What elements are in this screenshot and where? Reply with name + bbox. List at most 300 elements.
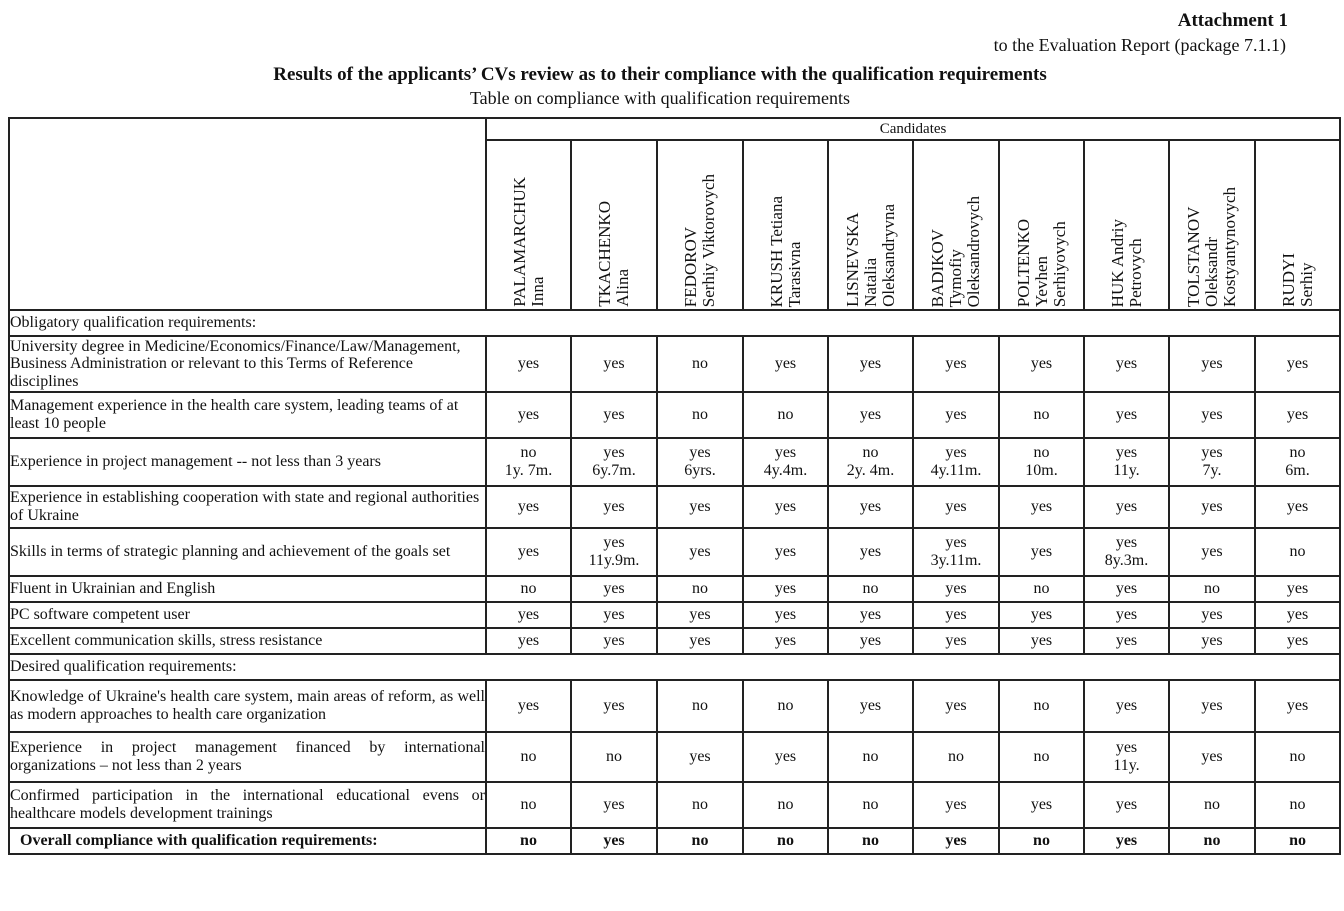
result-cell (1255, 528, 1340, 576)
result-value: yes (945, 606, 967, 624)
result-cell (571, 602, 657, 628)
corner-cell (9, 118, 486, 310)
attachment-subtitle: to the Evaluation Report (package 7.1.1) (993, 35, 1286, 55)
result-cell (1169, 628, 1255, 654)
result-value: no (1033, 748, 1050, 766)
result-cell (1084, 438, 1169, 486)
table-row (9, 732, 1340, 782)
result-cell (1084, 782, 1169, 828)
result-duration: 4y.11m. (930, 462, 982, 479)
result-value: yes (517, 606, 540, 624)
criterion-cell: Excellent communication skills, stress resistance (9, 628, 486, 654)
result-value: yes (603, 580, 625, 598)
candidate-name-line: Inna (527, 276, 547, 307)
result-duration: 11y. (1113, 757, 1140, 774)
result-cell (486, 336, 571, 392)
result-value: yes (945, 444, 967, 462)
result-cell (828, 392, 913, 438)
candidate-name (1185, 187, 1239, 307)
result-value: yes (603, 697, 625, 715)
criterion-cell: Skills in terms of strategic planning and achievement of the goals set (9, 528, 486, 576)
result-cell (486, 732, 571, 782)
result-value: no (777, 796, 794, 814)
result-cell (1084, 628, 1169, 654)
result-value: yes (603, 606, 625, 624)
result-cell (1084, 680, 1169, 732)
candidate-name-line: Serhiyovych (1049, 221, 1069, 307)
candidate-name-line: PALAMARCHUK (509, 177, 529, 307)
result-cell (1169, 732, 1255, 782)
result-cell (743, 782, 828, 828)
result-value: yes (1201, 632, 1223, 650)
result-duration: 6yrs. (684, 462, 716, 479)
result-value: yes (689, 444, 711, 462)
result-value: no (1204, 796, 1220, 814)
result-cell (571, 680, 657, 732)
result-value: yes (1115, 534, 1138, 552)
result-duration: 1y. 7m. (504, 462, 553, 479)
result-value: yes (859, 632, 882, 650)
result-cell (1255, 628, 1340, 654)
page-title: Results of the applicants’ CVs review as to their compliance with the qualification requirements (273, 64, 1047, 85)
overall-result-cell: no (486, 828, 571, 854)
result-value: yes (774, 580, 797, 598)
result-cell (1169, 336, 1255, 392)
overall-result-cell: yes (571, 828, 657, 854)
table-row (9, 486, 1340, 528)
result-cell (828, 528, 913, 576)
result-value: yes (1286, 498, 1309, 516)
result-cell (657, 680, 743, 732)
result-value: yes (603, 498, 625, 516)
result-cell (743, 680, 828, 732)
result-value: yes (774, 355, 797, 373)
candidate-name (511, 177, 547, 307)
overall-result-cell: yes (913, 828, 999, 854)
candidate-header (1169, 140, 1255, 310)
candidate-name-line: Alina (613, 269, 632, 307)
result-value: yes (1115, 632, 1138, 650)
overall-result-cell: yes (1084, 828, 1169, 854)
result-value: no (862, 748, 879, 766)
criterion-cell: Management experience in the health care system, leading teams of at least 10 people (9, 392, 486, 438)
result-cell (913, 392, 999, 438)
result-cell (1084, 576, 1169, 602)
result-value: yes (1115, 444, 1138, 462)
result-cell (571, 628, 657, 654)
result-value: yes (859, 355, 882, 373)
result-cell (828, 732, 913, 782)
result-value: no (777, 697, 794, 715)
result-value: no (1204, 580, 1220, 598)
result-cell (999, 732, 1084, 782)
candidate-header (999, 140, 1084, 310)
result-value: yes (1286, 355, 1309, 373)
candidate-name (844, 204, 898, 307)
result-cell (828, 576, 913, 602)
result-value: no (520, 748, 537, 766)
candidate-name (682, 174, 718, 307)
result-value: yes (1115, 739, 1138, 757)
result-cell (828, 486, 913, 528)
table-row (9, 528, 1340, 576)
candidate-name (1280, 253, 1316, 307)
candidate-header (743, 140, 828, 310)
result-cell (657, 392, 743, 438)
result-cell (913, 576, 999, 602)
result-cell (571, 438, 657, 486)
result-cell (1084, 336, 1169, 392)
result-value: yes (1201, 406, 1223, 424)
result-duration: 7y. (1202, 462, 1222, 479)
result-cell (828, 680, 913, 732)
result-cell (999, 438, 1084, 486)
result-cell (486, 628, 571, 654)
candidate-name-line: Tarasivna (784, 241, 804, 307)
result-value: yes (603, 534, 625, 552)
criterion-cell: Knowledge of Ukraine's health care system, main areas of reform, as well as modern approaches to health care organization (9, 680, 486, 732)
result-value: no (862, 580, 879, 598)
result-cell (657, 628, 743, 654)
section-row (9, 310, 1340, 336)
candidate-header (1255, 140, 1340, 310)
result-value: no (777, 406, 794, 424)
overall-compliance-row (9, 828, 1340, 854)
result-cell (828, 336, 913, 392)
result-value: no (520, 444, 537, 462)
result-value: yes (603, 796, 625, 814)
table-caption: Table on compliance with qualification requirements (469, 88, 851, 108)
overall-result-cell: no (657, 828, 743, 854)
result-cell (1255, 732, 1340, 782)
table-row (9, 576, 1340, 602)
result-value: no (520, 580, 537, 598)
candidate-name-line: Yevhen (1031, 255, 1051, 307)
result-value: no (520, 796, 537, 814)
result-value: yes (1286, 697, 1309, 715)
result-value: yes (1115, 355, 1138, 373)
candidate-name-line: FEDOROV (681, 226, 701, 307)
result-cell (1084, 392, 1169, 438)
result-value: yes (774, 748, 797, 766)
result-cell (571, 528, 657, 576)
result-value: yes (1115, 796, 1138, 814)
result-value: yes (689, 498, 711, 516)
candidate-name (1015, 219, 1069, 307)
result-value: yes (945, 355, 967, 373)
section-heading: Obligatory qualification requirements: (9, 310, 1340, 336)
criterion-cell: Experience in establishing cooperation with state and regional authorities of Ukraine (9, 486, 486, 528)
candidate-header (486, 140, 571, 310)
overall-result-cell: no (743, 828, 828, 854)
overall-result-cell: no (999, 828, 1084, 854)
result-cell (657, 486, 743, 528)
result-value: no (692, 406, 708, 424)
result-cell (486, 680, 571, 732)
candidate-name-line: LISNEVSKA (842, 212, 862, 307)
result-value: yes (689, 632, 711, 650)
result-value: yes (1030, 543, 1053, 561)
result-cell (999, 628, 1084, 654)
candidate-name-line: TKACHENKO (595, 201, 615, 307)
result-duration: 2y. 4m. (846, 462, 895, 479)
result-cell (657, 732, 743, 782)
overall-result-cell: no (1255, 828, 1340, 854)
result-cell (571, 576, 657, 602)
overall-result-cell: no (1169, 828, 1255, 854)
result-duration: 8y.3m. (1104, 552, 1149, 569)
result-value: yes (1030, 498, 1053, 516)
result-value: yes (517, 355, 540, 373)
result-value: yes (1115, 406, 1138, 424)
result-value: yes (603, 355, 625, 373)
result-value: yes (517, 697, 540, 715)
result-cell (657, 782, 743, 828)
result-cell (913, 732, 999, 782)
result-value: no (862, 444, 879, 462)
result-value: yes (603, 406, 625, 424)
result-cell (828, 438, 913, 486)
result-cell (486, 782, 571, 828)
result-value: yes (859, 606, 882, 624)
result-duration: 6m. (1285, 462, 1310, 479)
result-cell (913, 336, 999, 392)
result-value: yes (859, 697, 882, 715)
result-value: yes (945, 498, 967, 516)
candidate-name-line: Serhiy (1296, 262, 1316, 307)
result-cell (1169, 486, 1255, 528)
candidate-name-line: Tymofiy (946, 248, 966, 307)
result-cell (1169, 680, 1255, 732)
result-value: yes (1030, 796, 1053, 814)
result-value: yes (1201, 697, 1223, 715)
overall-result-cell: no (828, 828, 913, 854)
result-cell (999, 486, 1084, 528)
result-value: no (606, 748, 622, 766)
candidate-name (1109, 219, 1145, 307)
section-row (9, 654, 1340, 680)
criterion-cell: Experience in project management financed by international organizations – not less than 2 years (9, 732, 486, 782)
result-value: no (1033, 697, 1050, 715)
result-cell (1255, 782, 1340, 828)
result-value: yes (774, 444, 797, 462)
result-cell (657, 576, 743, 602)
result-value: yes (945, 697, 967, 715)
result-cell (999, 680, 1084, 732)
result-value: yes (774, 498, 797, 516)
result-cell (913, 602, 999, 628)
result-value: yes (945, 406, 967, 424)
result-value: yes (603, 632, 625, 650)
result-value: yes (517, 498, 540, 516)
result-value: yes (1201, 355, 1223, 373)
candidate-header (828, 140, 913, 310)
table-row (9, 602, 1340, 628)
result-duration: 10m. (1025, 462, 1058, 479)
result-duration: 6y.7m. (592, 462, 636, 479)
result-value: yes (1115, 697, 1138, 715)
compliance-table (8, 117, 1341, 855)
result-value: yes (1030, 632, 1053, 650)
result-value: yes (774, 606, 797, 624)
result-cell (913, 628, 999, 654)
result-value: yes (1286, 406, 1309, 424)
candidate-name-line: Oleksandryvna (878, 204, 898, 307)
result-value: yes (517, 543, 540, 561)
candidate-name-line: Kostyantynovych (1219, 187, 1239, 307)
result-cell (743, 576, 828, 602)
result-value: yes (1030, 606, 1053, 624)
table-row (9, 336, 1340, 392)
result-cell (743, 602, 828, 628)
result-cell (1084, 602, 1169, 628)
result-cell (486, 486, 571, 528)
result-cell (1255, 602, 1340, 628)
candidate-name-line: Serhiy Viktorovych (699, 173, 718, 307)
result-cell (486, 528, 571, 576)
result-value: yes (859, 543, 882, 561)
candidate-name-line: Oleksandrovych (963, 195, 983, 307)
result-cell (486, 438, 571, 486)
result-cell (828, 602, 913, 628)
result-cell (571, 392, 657, 438)
candidate-name-line: Oleksandr (1202, 237, 1222, 307)
table-row (9, 392, 1340, 438)
candidate-name (768, 196, 804, 307)
result-value: yes (1030, 355, 1053, 373)
result-value: no (692, 796, 708, 814)
candidate-name-line: BADIKOV (928, 228, 948, 307)
result-cell (999, 528, 1084, 576)
criterion-cell: PC software competent user (9, 602, 486, 628)
result-cell (743, 336, 828, 392)
result-cell (913, 528, 999, 576)
attachment-title: Attachment 1 (1177, 10, 1288, 31)
table-row (9, 628, 1340, 654)
result-value: no (692, 697, 708, 715)
candidate-name-line: KRUSH Tetiana (766, 195, 786, 307)
result-value: yes (517, 406, 540, 424)
result-cell (571, 486, 657, 528)
result-value: no (1289, 444, 1306, 462)
result-cell (999, 602, 1084, 628)
result-cell (1169, 438, 1255, 486)
result-value: yes (1115, 498, 1138, 516)
criterion-cell: Fluent in Ukrainian and English (9, 576, 486, 602)
result-cell (999, 336, 1084, 392)
result-cell (1255, 680, 1340, 732)
result-cell (1169, 576, 1255, 602)
result-duration: 3y.11m. (930, 552, 982, 569)
result-cell (828, 782, 913, 828)
result-cell (571, 336, 657, 392)
overall-compliance-label: Overall compliance with qualification requirements: (9, 828, 486, 854)
result-cell (743, 628, 828, 654)
result-value: yes (859, 498, 882, 516)
result-value: yes (945, 580, 967, 598)
result-value: yes (945, 632, 967, 650)
result-value: yes (859, 406, 882, 424)
candidate-header (657, 140, 743, 310)
result-cell (657, 336, 743, 392)
table-row (9, 438, 1340, 486)
candidate-name-line: POLTENKO (1013, 218, 1033, 307)
result-value: yes (945, 796, 967, 814)
section-heading: Desired qualification requirements: (9, 654, 1340, 680)
candidate-name (596, 201, 632, 307)
candidate-name-line: Petrovych (1125, 238, 1145, 307)
result-value: yes (774, 543, 797, 561)
result-cell (743, 438, 828, 486)
result-value: yes (945, 534, 967, 552)
result-value: no (862, 796, 879, 814)
result-duration: 11y.9m. (588, 552, 640, 569)
result-value: yes (603, 444, 625, 462)
result-cell (1084, 486, 1169, 528)
result-cell (1169, 528, 1255, 576)
candidate-name-line: RUDYI (1278, 253, 1298, 307)
result-cell (1255, 336, 1340, 392)
result-cell (1255, 438, 1340, 486)
result-cell (1255, 486, 1340, 528)
criterion-cell: University degree in Medicine/Economics/Finance/Law/Management, Business Administration or relevant to this Terms of Reference disciplines (9, 336, 486, 392)
result-value: yes (689, 606, 711, 624)
candidate-name-line: TOLSTANOV (1184, 206, 1204, 307)
result-cell (743, 392, 828, 438)
candidate-name-line: HUK Andriy (1107, 218, 1127, 307)
result-cell (999, 782, 1084, 828)
result-value: yes (1201, 498, 1223, 516)
candidate-name-line: Natalia (860, 257, 880, 307)
result-cell (999, 576, 1084, 602)
result-cell (1255, 576, 1340, 602)
result-cell (486, 602, 571, 628)
result-value: no (1289, 796, 1306, 814)
result-cell (657, 438, 743, 486)
candidate-header (571, 140, 657, 310)
result-value: yes (689, 748, 711, 766)
result-value: no (1289, 748, 1306, 766)
result-cell (571, 782, 657, 828)
result-value: yes (1201, 748, 1223, 766)
result-cell (913, 438, 999, 486)
result-cell (657, 602, 743, 628)
result-duration: 4y.4m. (763, 462, 808, 479)
result-cell (828, 628, 913, 654)
result-cell (1169, 392, 1255, 438)
result-value: yes (1286, 606, 1309, 624)
result-value: no (692, 355, 708, 373)
result-value: no (1033, 580, 1050, 598)
result-value: no (1033, 406, 1050, 424)
result-value: no (1033, 444, 1050, 462)
result-value: yes (1286, 632, 1309, 650)
result-cell (913, 680, 999, 732)
criterion-cell: Experience in project management -- not less than 3 years (9, 438, 486, 486)
result-cell (743, 528, 828, 576)
result-value: yes (1286, 580, 1309, 598)
table-row (9, 680, 1340, 732)
result-value: yes (517, 632, 540, 650)
candidate-name (929, 196, 983, 307)
result-value: yes (1115, 606, 1138, 624)
candidate-header (1084, 140, 1169, 310)
candidates-header: Candidates (486, 118, 1340, 140)
table-row (9, 782, 1340, 828)
result-value: no (1289, 543, 1306, 561)
criterion-cell: Confirmed participation in the international educational evens or healthcare models development trainings (9, 782, 486, 828)
result-cell (1084, 732, 1169, 782)
